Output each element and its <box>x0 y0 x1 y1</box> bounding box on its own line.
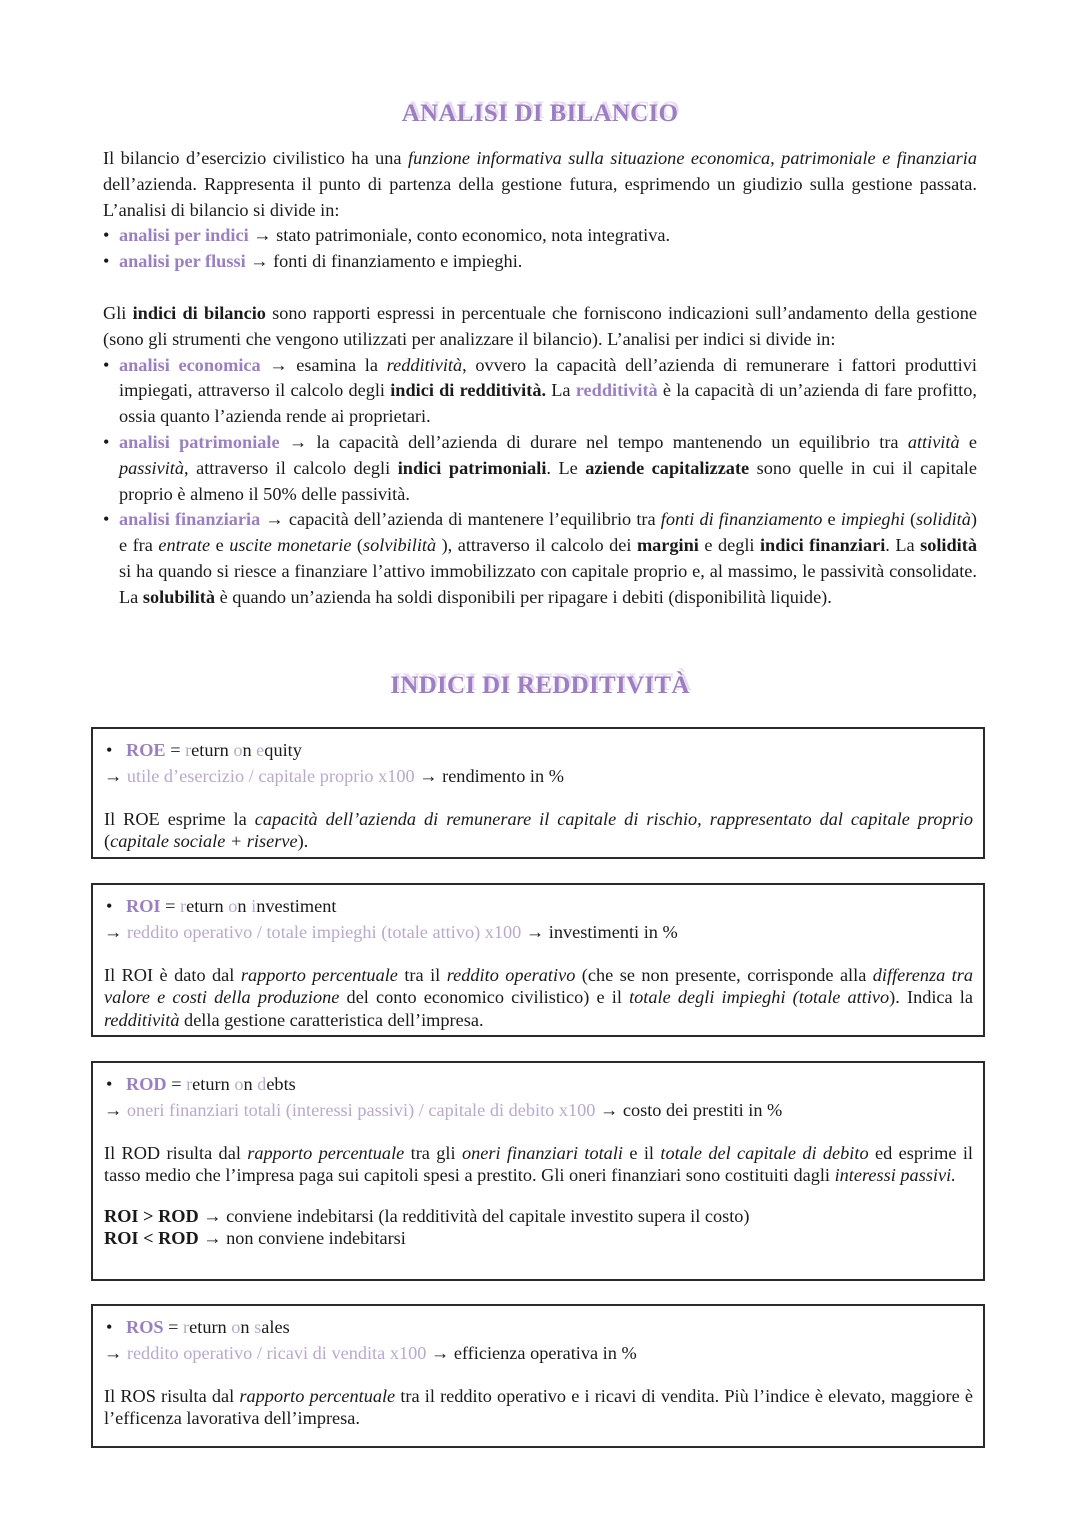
roe-description: Il ROE esprime la capacità dell’azienda di remunerare il capitale di rischio, rappresentato dal capitale proprio (capitale sociale + riserve). <box>104 808 973 852</box>
rod-formula: → oneri finanziari totali (interessi passivi) / capitale di debito x100 → costo dei prestiti in % <box>104 1099 783 1120</box>
heading-analisi-di-bilancio: ANALISI DI BILANCIO <box>401 100 679 127</box>
roi-formula: → reddito operativo / totale impieghi (totale attivo) x100 → investimenti in % <box>104 921 678 942</box>
list-item: • analisi per flussi → fonti di finanziamento e impieghi. <box>103 249 977 275</box>
rod-comparison-2: ROI < ROD → non conviene indebitarsi <box>104 1228 406 1249</box>
indici-list <box>103 353 977 611</box>
list-item-analisi-finanziaria: • analisi finanziaria → capacità dell’azienda di mantenere l’equilibrio tra fonti di finanziamento e impieghi (solidità) e fra entrate e uscite monetarie (solvibilità ), attraverso il calcolo dei margini e degli indici finanziari. La solidità si ha quando si riesce a finanziare l’attivo immobilizzato con capitale proprio e, al massimo, le passività consolidate. La solubilità è quando un’azienda ha soldi disponibili per ripagare i debiti (disponibilità liquide). <box>103 507 977 610</box>
ros-box <box>91 1304 985 1448</box>
intro-paragraph: Il bilancio d’esercizio civilistico ha una funzione informativa sulla situazione economica, patrimoniale e finanziaria dell’azienda. Rappresenta il punto di partenza della gestione futura, esprimendo un giudizio sulla gestione passata. L’analisi di bilancio si divide in: <box>103 148 977 220</box>
indici-paragraph: Gli indici di bilancio sono rapporti espressi in percentuale che forniscono indicazioni sull’andamento della gestione (sono gli strumenti che vengono utilizzati per analizzare il bilancio). L’analisi per indici si divide in: <box>103 303 977 349</box>
list-item: • analisi per indici → stato patrimoniale, conto economico, nota integrativa. <box>103 223 977 249</box>
roe-formula: → utile d’esercizio / capitale proprio x100 → rendimento in % <box>104 765 564 786</box>
rod-comparison-1: ROI > ROD → conviene indebitarsi (la redditività del capitale investito supera il costo) <box>104 1205 750 1226</box>
ros-title: • ROS = return on sales <box>104 1315 973 1341</box>
list-item-analisi-patrimoniale: • analisi patrimoniale → la capacità dell’azienda di durare nel tempo mantenendo un equilibrio tra attività e passività, attraverso il calcolo degli indici patrimoniali. Le aziende capitalizzate sono quelle in cui il capitale proprio è almeno il 50% delle passività. <box>103 430 977 507</box>
ros-formula: → reddito operativo / ricavi di vendita x100 → efficienza operativa in % <box>104 1342 637 1363</box>
roi-box <box>91 883 985 1037</box>
indici-section <box>103 301 977 611</box>
heading-indici-di-redditivita: INDICI DI REDDITIVITÀ <box>390 672 690 699</box>
roi-description: Il ROI è dato dal rapporto percentuale tra il reddito operativo (che se non presente, corrisponde alla differenza tra valore e costi della produzione del conto economico civilistico) e il totale degli impieghi (totale attivo). Indica la redditività della gestione caratteristica dell’impresa. <box>104 964 974 1030</box>
ros-description: Il ROS risulta dal rapporto percentuale tra il reddito operativo e i ricavi di vendita. Più l’indice è elevato, maggiore è l’efficenza lavorativa dell’impresa. <box>104 1385 973 1429</box>
roe-box <box>91 727 985 859</box>
rod-box <box>91 1061 985 1281</box>
intro-list <box>103 223 977 275</box>
roe-title: • ROE = return on equity <box>104 738 973 764</box>
rod-description: Il ROD risulta dal rapporto percentuale tra gli oneri finanziari totali e il totale del capitale di debito ed esprime il tasso medio che l’impresa paga sui capitoli spesi a prestito. Gli oneri finanziari sono costituiti dagli interessi passivi. <box>104 1142 973 1186</box>
list-item-analisi-economica: • analisi economica → esamina la redditività, ovvero la capacità dell’azienda di remunerare i fattori produttivi impiegati, attraverso il calcolo degli indici di redditività. La redditività è la capacità di un’azienda di fare profitto, ossia quanto l’azienda rende ai proprietari. <box>103 353 977 430</box>
intro-section <box>103 146 977 275</box>
roi-title: • ROI = return on investiment <box>104 894 973 920</box>
rod-title: • ROD = return on debts <box>104 1072 973 1098</box>
